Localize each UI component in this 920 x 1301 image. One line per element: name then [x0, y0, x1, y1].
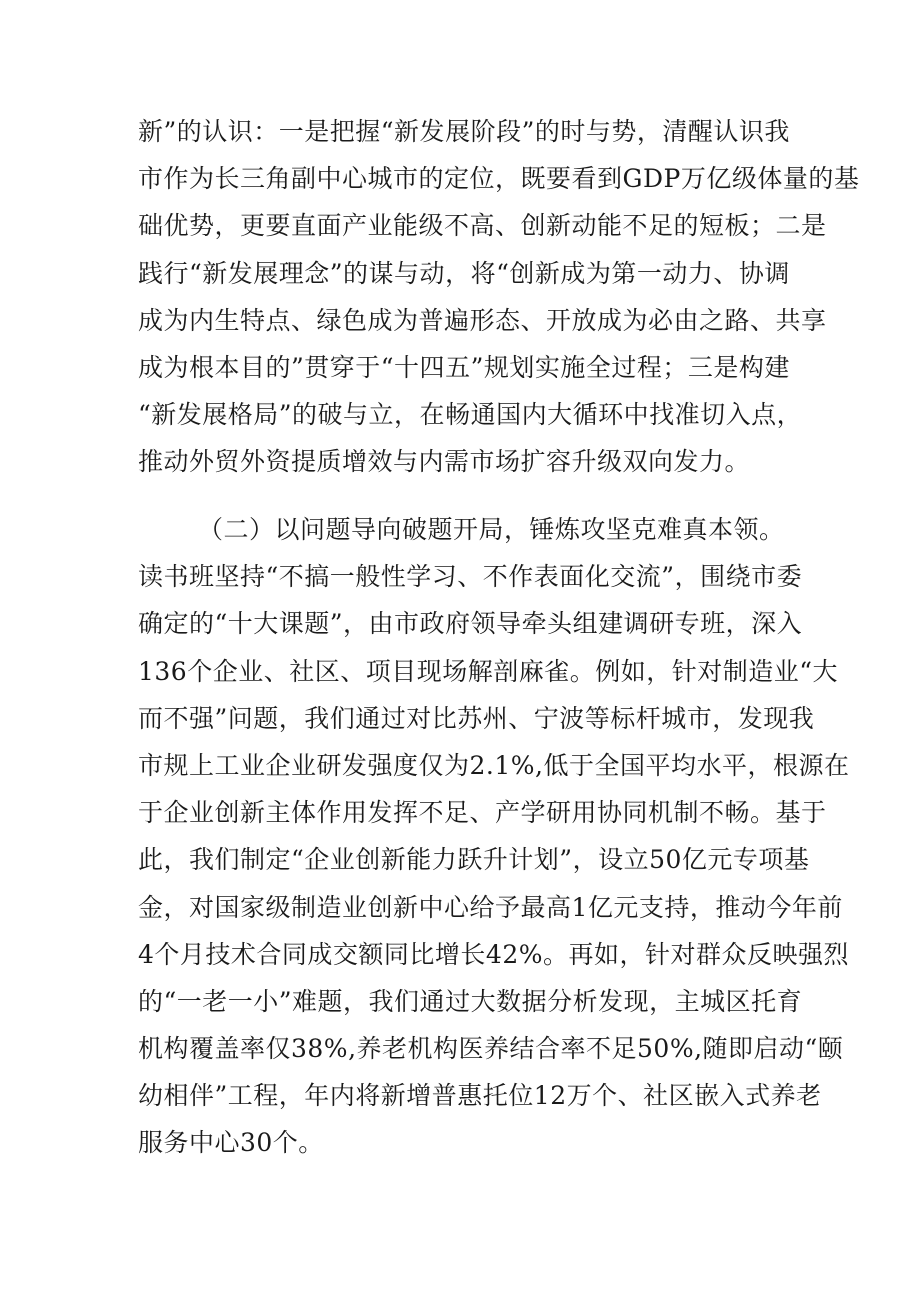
- text-line: 新”的认识：一是把握“新发展阶段”的时与势，清醒认识我: [138, 117, 790, 146]
- text-line: 136个企业、社区、项目现场解剖麻雀。例如，针对制造业“大: [138, 656, 839, 686]
- text-line: “新发展格局”的破与立，在畅通国内大循环中找准切入点，: [138, 400, 803, 430]
- text-line: 础优势，更要直面产业能级不高、创新动能不足的短板；二是: [138, 211, 827, 241]
- section-heading: （二）以问题导向破题开局，锤炼攻坚克难真本领。: [198, 515, 785, 544]
- text-line: 此，我们制定“企业创新能力跃升计划”，设立50亿元专项基: [138, 845, 810, 875]
- text-line: 推动外贸外资提质增效与内需市场扩容升级双向发力。: [138, 447, 751, 477]
- text-line: 机构覆盖率仅38%,养老机构医养结合率不足50%,随即启动“颐: [138, 1034, 844, 1064]
- text-line: 的“一老一小”难题，我们通过大数据分析发现，主城区托育: [138, 986, 803, 1016]
- text-line: 而不强”问题，我们通过对比苏州、宁波等标杆城市，发现我: [138, 703, 815, 733]
- text-line: 读书班坚持“不搞一般性学习、不作表面化交流”，围绕市委: [138, 562, 803, 592]
- text-line: 成为内生特点、绿色成为普遍形态、开放成为必由之路、共享: [138, 305, 827, 335]
- text-line: 金，对国家级制造业创新中心给予最高1亿元支持，推动今年前: [138, 892, 843, 922]
- text-line: 市作为长三角副中心城市的定位，既要看到GDP万亿级体量的基: [138, 164, 860, 194]
- text-line: 4个月技术合同成交额同比增长42%。再如，针对群众反映强烈: [138, 939, 849, 969]
- text-line: 服务中心30个。: [138, 1128, 324, 1158]
- text-line: 践行“新发展理念”的谋与动，将“创新成为第一动力、协调: [138, 258, 790, 288]
- text-line: 幼相伴”工程，年内将新增普惠托位12万个、社区嵌入式养老: [138, 1081, 822, 1111]
- text-line: 确定的“十大课题”，由市政府领导牵头组建调研专班，深入: [138, 609, 803, 639]
- text-line: 成为根本目的”贯穿于“十四五”规划实施全过程；三是构建: [138, 352, 790, 382]
- text-line: 市规上工业企业研发强度仅为2.1%,低于全国平均水平，根源在: [138, 750, 850, 780]
- paragraph-2: [138, 506, 850, 1167]
- paragraph-1: [138, 108, 860, 486]
- text-line: 于企业创新主体作用发挥不足、产学研用协同机制不畅。基于: [138, 798, 827, 828]
